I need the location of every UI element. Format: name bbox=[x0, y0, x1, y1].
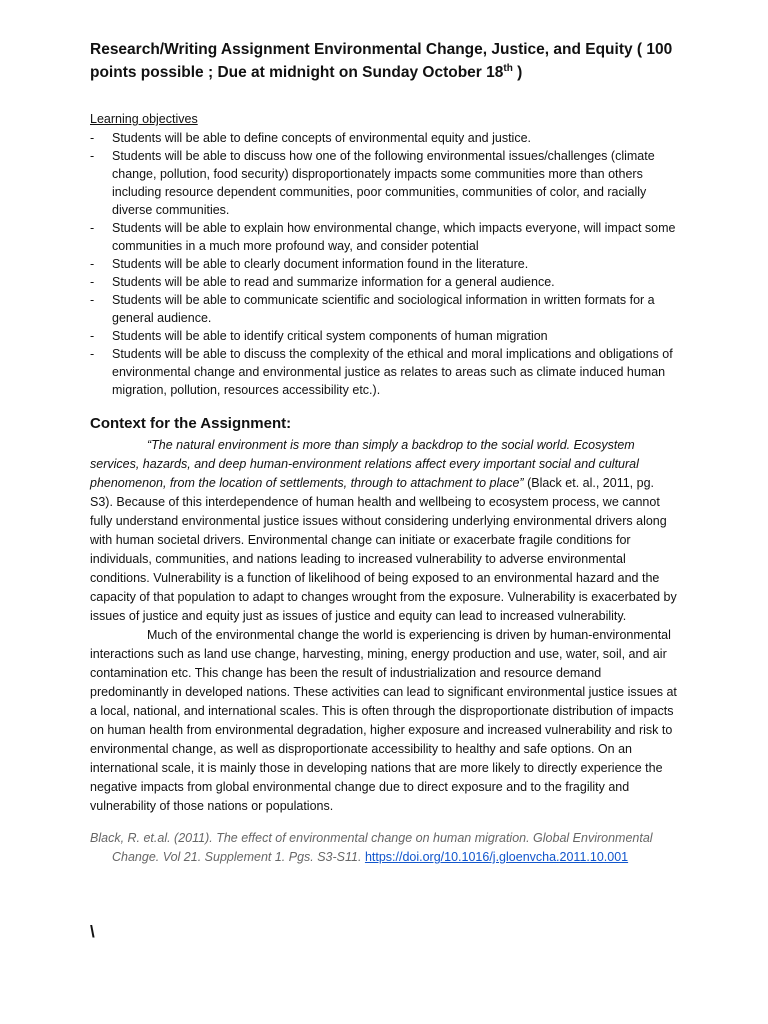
list-item: - Students will be able to discuss the complexity of the ethical and moral implications and obligations of environmental change and environmental justice as relates to areas such as climate induced human migration, pollution, resources accessibility etc.). bbox=[90, 347, 673, 397]
context-paragraph-1: “The natural environment is more than simply a backdrop to the social world. Ecosystem services, hazards, and deep human-environment relations affect every important social and cultural phenomenon, from the location of settlements, through to attachment to place” (Black et. al., 2011, pg. S3). Because of this interdependence of human health and wellbeing to ecosystem process, we cannot fully understand environmental justice issues without considering underlying environmental drivers along with human societal drivers. Environmental change can initiate or exacerbate fragile conditions for individuals, communities, and nations leading to increased vulnerability to adverse environmental conditions. Vulnerability is a function of likelihood of being exposed to an environmental hazard and the capacity of that population to adapt to changes wrought from the exposure. Vulnerability is exacerbated by issues of justice and equity just as issues of justice and equity can lead to increased vulnerability. bbox=[90, 438, 677, 623]
list-item: - Students will be able to discuss how one of the following environmental issues/challenges (climate change, pollution, food security) disproportionately impacts some communities more than others including resource dependent communities, poor communities, communities of color, and racially diverse communities. bbox=[90, 149, 655, 217]
list-item: - Students will be able to identify critical system components of human migration bbox=[90, 329, 548, 343]
quote-text: “The natural environment is more than simply a backdrop to the social world. Ecosystem services, hazards, and deep human-environment relations affect every important social and cultural phenomenon, from the location of settlements, through to attachment to place” bbox=[90, 438, 639, 490]
trailing-mark: \ bbox=[90, 922, 95, 941]
list-item: - Students will be able to define concepts of environmental equity and justice. bbox=[90, 131, 532, 145]
objectives-list bbox=[90, 129, 678, 399]
list-item: - Students will be able to read and summarize information for a general audience. bbox=[90, 275, 555, 289]
context-heading: Context for the Assignment: bbox=[90, 415, 292, 432]
list-item: - Students will be able to communicate scientific and sociological information in written formats for a general audience. bbox=[90, 293, 655, 325]
reference-citation: Black, R. et.al. (2011). The effect of environmental change on human migration. Global Environmental Change. Vol 21. Supplement 1. Pgs. S3-S11. https://doi.org/10.1016/j.gloenvcha.2011.10.001 bbox=[90, 831, 653, 864]
objectives-heading: Learning objectives bbox=[90, 112, 198, 126]
context-paragraph-2: Much of the environmental change the world is experiencing is driven by human-environmental interactions such as land use change, harvesting, mining, energy production and use, water, soil, and air contamination etc. This change has been the result of industrialization and resource demand predominantly in developed nations. These activities can lead to significant environmental justice issues at a local, national, and international scales. This is often through the disproportionate distribution of impacts on human health from environmental degradation, higher exposure and increased vulnerability and risk to environmental change, as well as disproportionate accessibility to healthy and safe options. On an international scale, it is mainly those in developing nations that are more likely to directly experience the negative impacts from global environmental change due to direct exposure and to the fragility and vulnerability of those nations or populations. bbox=[90, 628, 677, 813]
list-item: - Students will be able to clearly document information found in the literature. bbox=[90, 257, 529, 271]
doi-link[interactable]: https://doi.org/10.1016/j.gloenvcha.2011.10.001 bbox=[364, 850, 629, 864]
assignment-title: Research/Writing Assignment Environmental Change, Justice, and Equity ( 100 points possible ; Due at midnight on Sunday October 18th ) bbox=[90, 41, 673, 81]
list-item: - Students will be able to explain how environmental change, which impacts everyone, will impact some communities in a much more profound way, and consider potential bbox=[90, 221, 676, 253]
